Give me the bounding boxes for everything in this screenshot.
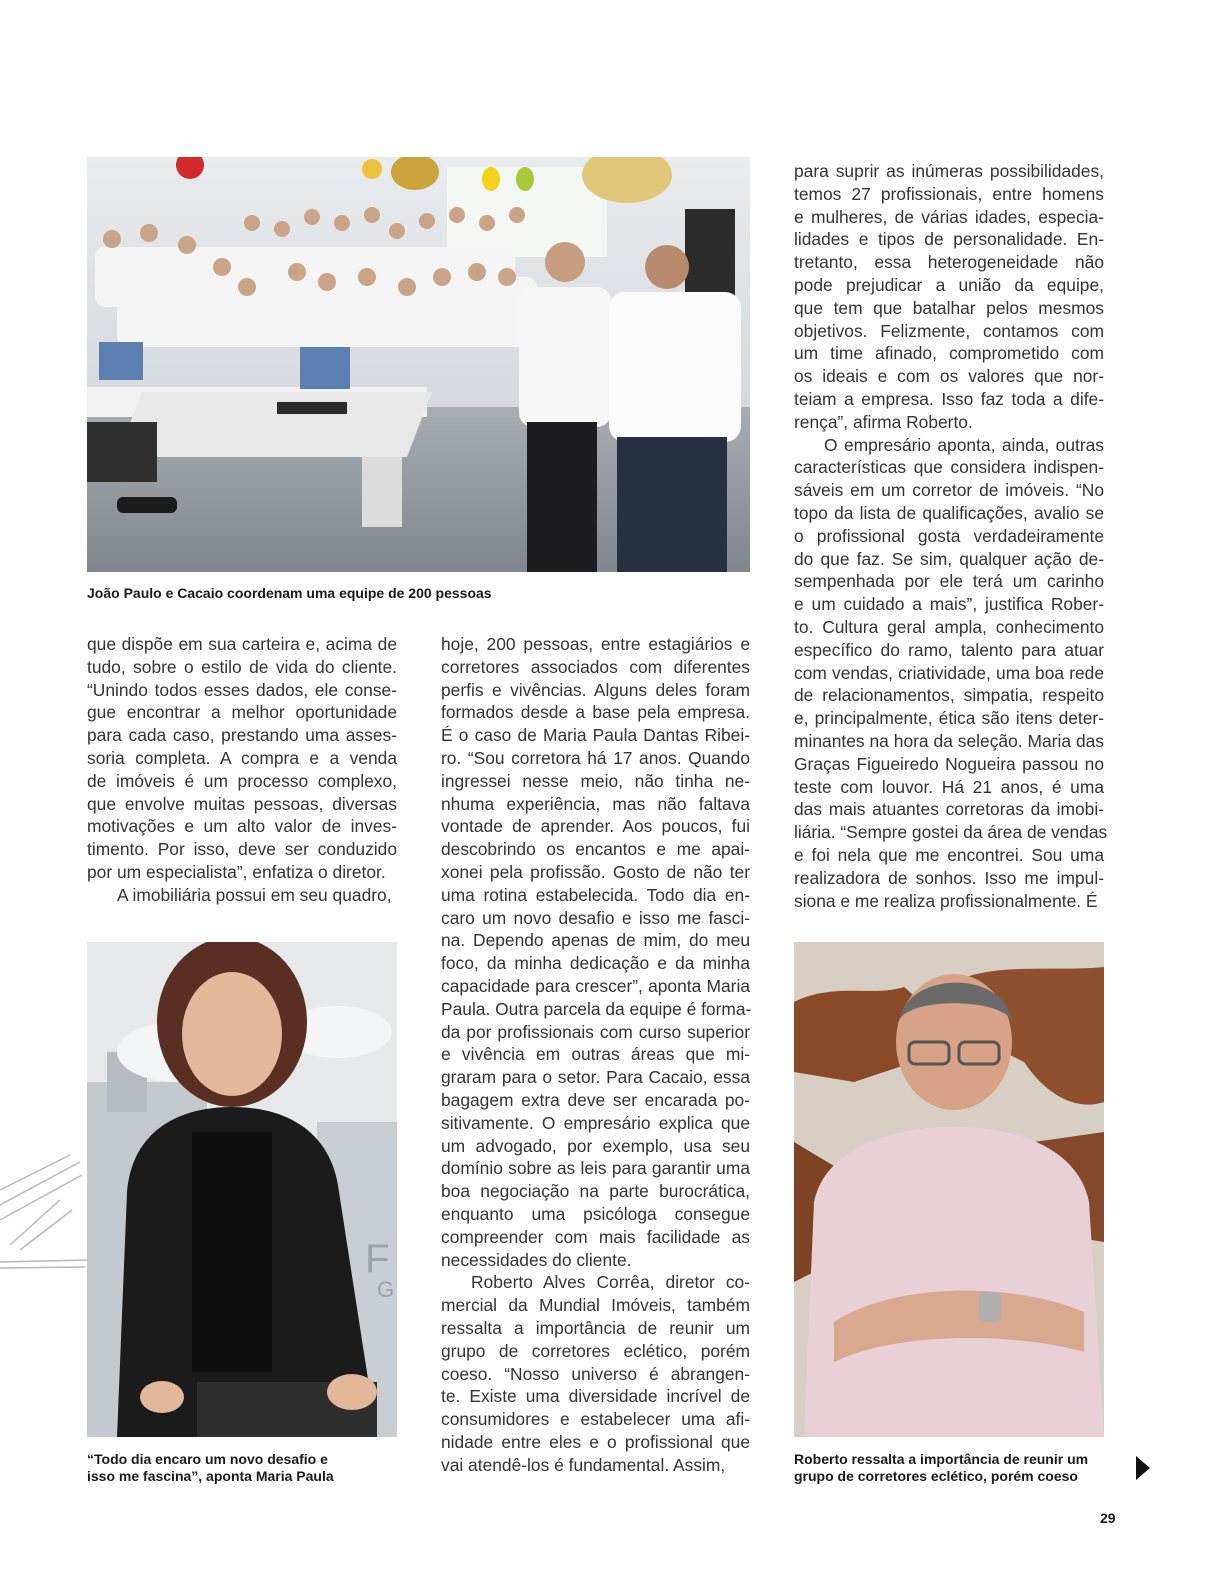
text-line: grupo de corretores eclético, porém [441, 1340, 750, 1361]
text-line: e foi nela que me encontrei. Sou uma [794, 844, 1104, 865]
text-line: compreender com mais facilidade as [441, 1226, 750, 1247]
text-line: xonei pela profissão. Gosto de não ter [441, 861, 750, 882]
text-line: pode prejudicar a união da equipe, [794, 274, 1104, 295]
text-column-middle [441, 633, 750, 1476]
text-line: É o caso de Maria Paula Dantas Ribei- [441, 725, 750, 746]
text-line: sempenhada por ele terá um carinho [794, 571, 1104, 592]
text-line: hoje, 200 pessoas, entre estagiários e [441, 634, 750, 654]
roberto-caption-line-2: grupo de corretores eclético, porém coeso [794, 1468, 1078, 1484]
text-line: tudo, sobre o estilo de vida do cliente. [87, 656, 397, 677]
text-line: e, principalmente, ética são itens deter- [794, 708, 1104, 729]
text-line: boa negociação na parte burocrática, [441, 1181, 750, 1202]
text-line: timento. Por isso, deve ser conduzido [87, 839, 397, 860]
text-line: Roberto Alves Corrêa, diretor co- [471, 1272, 750, 1293]
text-line: Paula. Outra parcela da equipe é forma- [441, 998, 752, 1019]
text-line: caro um novo desafio e isso me fasci- [441, 907, 750, 928]
text-line: bagagem extra deve ser encarada po- [441, 1089, 750, 1110]
text-line: na. Dependo apenas de mim, do meu [441, 930, 750, 951]
text-line: por um especialista”, enfatiza o diretor. [87, 861, 386, 882]
text-line: para cada caso, prestando uma asses- [87, 725, 397, 746]
text-line: que envolve muitas pessoas, diversas [87, 793, 397, 814]
roberto-caption-line-1: Roberto ressalta a importância de reunir um [794, 1451, 1089, 1467]
text-line: de imóveis é um processo complexo, [87, 770, 397, 791]
text-line: A imobiliária possui em seu quadro, [117, 884, 392, 905]
decorative-lines-icon [0, 1150, 90, 1280]
text-line: teiam a empresa. Isso faz toda a dife- [794, 388, 1104, 409]
text-line: gue encontrar a melhor oportunidade [87, 702, 397, 723]
roberto-illustration [794, 942, 1104, 1437]
text-line: e mulheres, de várias idades, especia- [794, 206, 1104, 227]
text-line: soria completa. A compra e a venda [87, 747, 397, 768]
next-page-arrow-icon[interactable] [1136, 1456, 1150, 1480]
maria-paula-caption [87, 1451, 334, 1485]
text-line: necessidades do cliente. [441, 1249, 632, 1270]
text-line: perfis e vivências. Alguns deles foram [441, 679, 750, 700]
roberto-photo [794, 942, 1104, 1437]
roberto-caption [794, 1451, 1088, 1485]
text-line: características que considera indispen- [794, 457, 1104, 478]
text-line: específico do ramo, talento para atuar [794, 639, 1104, 660]
text-line: que tem que batalhar pelos mesmos [794, 297, 1104, 318]
text-line: um advogado, por exemplo, usa seu [441, 1135, 750, 1156]
text-line: vai atendê-los é fundamental. Assim, [441, 1454, 726, 1475]
text-line: domínio sobre as leis para garantir uma [441, 1158, 750, 1179]
text-line: da por profissionais com curso superior [441, 1021, 750, 1042]
maria-paula-photo [87, 942, 397, 1437]
text-line: que dispõe em sua carteira e, acima de [87, 634, 397, 654]
text-line: sáveis em um corretor de imóveis. “No [794, 480, 1104, 501]
text-line: um time afinado, comprometido com [794, 343, 1104, 364]
text-line: das mais atuantes corretoras da imobi- [794, 799, 1104, 820]
text-line: e vivência em outras áreas que mi- [441, 1044, 750, 1065]
text-line: para suprir as inúmeras possibilidades, [794, 161, 1104, 181]
text-line: os ideais e com os valores que nor- [794, 366, 1104, 387]
text-line: sitivamente. O empresário explica que [441, 1112, 750, 1133]
text-line: nhuma experiência, mas não faltava [441, 793, 750, 814]
text-column-left [87, 633, 397, 907]
svg-text:G: G [377, 1277, 395, 1302]
page-number: 29 [1100, 1510, 1116, 1526]
maria-paula-caption-line-2: isso me fascina”, aponta Maria Paula [87, 1468, 334, 1484]
team-photo-caption: João Paulo e Cacaio coordenam uma equipe de 200 pessoas [87, 585, 492, 601]
text-line: Graças Figueiredo Nogueira passou no [794, 753, 1104, 774]
text-line: te. Existe uma diversidade incrível de [441, 1386, 750, 1407]
text-line: o profissional gosta verdadeiramente [794, 525, 1104, 546]
text-line: topo da lista de qualificações, avalio se [794, 502, 1104, 523]
text-line: teste com louvor. Há 21 anos, é uma [794, 776, 1104, 797]
text-line: enquanto uma psicóloga consegue [441, 1203, 750, 1224]
text-line: “Unindo todos esses dados, ele conse- [87, 679, 397, 700]
team-photo-illustration [87, 157, 750, 572]
text-line: minantes na hora da seleção. Maria das [794, 730, 1104, 751]
text-line: mercial da Mundial Imóveis, também [441, 1295, 750, 1316]
text-line: foco, da minha dedicação e da minha [441, 953, 750, 974]
svg-text:F: F [365, 1237, 390, 1281]
text-line: nidade entre eles e o profissional que [441, 1431, 750, 1452]
text-line: motivações e um alto valor de inves- [87, 816, 397, 837]
maria-paula-caption-line-1: “Todo dia encaro um novo desafio e [87, 1451, 328, 1467]
text-line: de relacionamentos, simpatia, respeito [794, 685, 1104, 706]
text-line: descobrindo os encantos e me apai- [441, 839, 750, 860]
text-line: realizadora de sonhos. Isso me impul- [794, 867, 1104, 888]
text-line: e um cuidado a mais”, justifica Rober- [794, 594, 1104, 615]
text-line: temos 27 profissionais, entre homens [794, 183, 1104, 204]
text-line: rença”, afirma Roberto. [794, 411, 973, 432]
text-line: formados desde a base pela empresa. [441, 702, 750, 723]
text-line: tretanto, essa heterogeneidade não [794, 252, 1104, 273]
text-line: ressalta a importância de reunir um [441, 1317, 750, 1338]
text-line: O empresário aponta, ainda, outras [824, 434, 1104, 455]
text-line: capacidade para crescer”, aponta Maria [441, 975, 750, 996]
text-line: ingressei nesse meio, não tinha ne- [441, 770, 750, 791]
text-line: uma rotina estabelecida. Todo dia en- [441, 884, 750, 905]
text-line: corretores associados com diferentes [441, 656, 750, 677]
text-line: coeso. “Nosso universo é abrangen- [441, 1363, 750, 1384]
text-line: consumidores e estabelecer uma afi- [441, 1409, 750, 1430]
text-line: ro. “Sou corretora há 17 anos. Quando [441, 747, 750, 768]
text-line: siona e me realiza profissionalmente. É [794, 890, 1098, 911]
team-photo [87, 157, 750, 572]
text-line: vontade de aprender. Aos poucos, fui [441, 816, 750, 837]
text-line: to. Cultura geral ampla, conhecimento [794, 616, 1104, 637]
text-column-right [794, 160, 1108, 912]
text-line: objetivos. Felizmente, contamos com [794, 320, 1104, 341]
text-line: do que faz. Se sim, qualquer ação de- [794, 548, 1104, 569]
maria-paula-illustration [87, 942, 397, 1437]
text-line: com vendas, criatividade, uma boa rede [794, 662, 1104, 683]
text-line: graram para o setor. Para Cacaio, essa [441, 1067, 750, 1088]
text-line: liária. “Sempre gostei da área de vendas [794, 822, 1108, 843]
text-line: lidades e tipos de personalidade. En- [794, 229, 1104, 250]
